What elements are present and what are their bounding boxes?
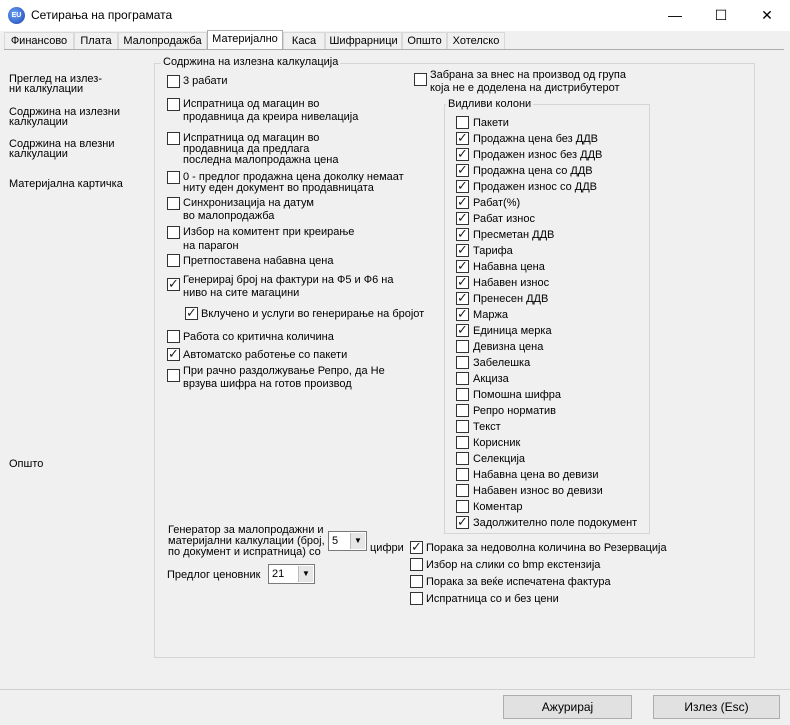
option-label: Испратница со и без цени — [426, 593, 559, 605]
tab-underline — [4, 49, 784, 50]
generator-label: по документ и испратница) со — [168, 546, 321, 558]
option-label: ниту еден документ во продавницата — [183, 182, 374, 194]
window-title: Сетирања на програмата — [31, 8, 173, 22]
checkbox-already-printed-invoice[interactable] — [410, 575, 423, 588]
checkbox-default-purchase-price[interactable] — [167, 254, 180, 267]
option-label: врзува шифра на готов производ — [183, 378, 352, 390]
tab-hotelsko[interactable]: Хотелско — [447, 32, 505, 50]
nav-label: калкулации — [9, 116, 68, 128]
option-label: продавница да креира нивелација — [183, 111, 359, 123]
exit-button[interactable]: Излез (Esc) — [653, 695, 780, 719]
checkbox-dispatch-with-without-prices[interactable] — [410, 592, 423, 605]
tab-sifrarnici[interactable]: Шифрарници — [325, 32, 402, 50]
tab-finansovo[interactable]: Финансово — [4, 32, 74, 50]
option-label: Работа со критична количина — [183, 331, 334, 343]
visible-column-checkbox[interactable] — [456, 388, 469, 401]
nav-label: калкулации — [9, 148, 68, 160]
digits-value: 5 — [332, 535, 339, 547]
checkbox-3-rabati[interactable] — [167, 75, 180, 88]
checkbox-bmp-images[interactable] — [410, 558, 423, 571]
visible-column-checkbox[interactable] — [456, 308, 469, 321]
visible-column-label: Пакети — [473, 117, 509, 129]
option-label: Избор на комитент при креирање — [183, 226, 355, 238]
app-icon: EU — [8, 7, 25, 24]
option-label: 0 - предлог продажна цена доколку немаат — [183, 171, 404, 183]
visible-column-checkbox[interactable] — [456, 228, 469, 241]
nav-label: Преглед на излез- — [9, 73, 102, 85]
visible-column-checkbox[interactable] — [456, 340, 469, 353]
nav-label: Содржина на влезни — [9, 138, 115, 150]
option-label: Испратница од магацин во — [183, 98, 320, 110]
visible-column-label: Задолжително поле подокумент — [473, 517, 638, 529]
visible-column-checkbox[interactable] — [456, 132, 469, 145]
nav-item-outgoing-content[interactable] — [9, 107, 120, 127]
checkbox-critical-quantity[interactable] — [167, 330, 180, 343]
visible-column-checkbox[interactable] — [456, 468, 469, 481]
checkbox-zero-price-suggestion[interactable] — [167, 171, 180, 184]
tab-kasa[interactable]: Каса — [283, 32, 325, 50]
nav-label: Содржина на излезни — [9, 106, 120, 118]
visible-column-checkbox[interactable] — [456, 436, 469, 449]
visible-column-checkbox[interactable] — [456, 196, 469, 209]
visible-column-checkbox[interactable] — [456, 276, 469, 289]
visible-column-checkbox[interactable] — [456, 420, 469, 433]
option-label: последна малопродажна цена — [183, 154, 339, 166]
visible-column-label: Продажен износ без ДДВ — [473, 149, 603, 161]
visible-column-label: Пренесен ДДВ — [473, 293, 549, 305]
option-label: на парагон — [183, 240, 239, 252]
visible-column-checkbox[interactable] — [456, 356, 469, 369]
visible-column-label: Селекција — [473, 453, 526, 465]
close-button[interactable]: ✕ — [761, 7, 773, 23]
visible-column-label: Рабат(%) — [473, 197, 521, 209]
visible-column-label: Единица мерка — [473, 325, 552, 337]
visible-column-label: Забелешка — [473, 357, 531, 369]
digits-dropdown[interactable] — [328, 531, 367, 551]
maximize-button[interactable]: ☐ — [714, 7, 728, 23]
visible-column-checkbox[interactable] — [456, 516, 469, 529]
option-label: При рачно раздолжување Репро, да Не — [183, 365, 385, 377]
checkbox-auto-packages[interactable] — [167, 348, 180, 361]
option-label: продавница да предлага — [183, 143, 310, 155]
option-label: во малопродажба — [183, 210, 275, 222]
option-label: Испратница од магацин во — [183, 132, 320, 144]
visible-column-label: Тарифа — [473, 245, 513, 257]
option-label: Порака за веќе испечатена фактура — [426, 576, 611, 588]
tab-materijalno[interactable]: Материјално — [207, 30, 283, 50]
visible-column-label: Пресметан ДДВ — [473, 229, 555, 241]
checkbox-include-services[interactable] — [185, 307, 198, 320]
nav-item-material-card[interactable]: Материјална картичка — [9, 178, 123, 190]
option-label: ниво на сите магацини — [183, 287, 300, 299]
option-label: Избор на слики со bmp екстензија — [426, 559, 601, 571]
visible-column-label: Продажна цена со ДДВ — [473, 165, 593, 177]
visible-column-checkbox[interactable] — [456, 164, 469, 177]
visible-column-label: Продажен износ со ДДВ — [473, 181, 598, 193]
visible-column-checkbox[interactable] — [456, 484, 469, 497]
checkbox-last-retail-price[interactable] — [167, 132, 180, 145]
generator-label: Генератор за малопродажни и — [168, 524, 324, 536]
checkbox-insufficient-quantity-message[interactable] — [410, 541, 423, 554]
tab-plata[interactable]: Плата — [74, 32, 118, 50]
nav-item-general[interactable]: Општо — [9, 458, 44, 470]
visible-column-label: Рабат износ — [473, 213, 535, 225]
tab-opsto[interactable]: Општо — [402, 32, 447, 50]
nav-item-incoming-content[interactable] — [9, 139, 115, 159]
option-label: Синхронизација на датум — [183, 197, 314, 209]
visible-column-label: Акциза — [473, 373, 509, 385]
price-list-value: 21 — [272, 568, 285, 580]
checkbox-nivelacija[interactable] — [167, 98, 180, 111]
chevron-down-icon: ▼ — [298, 566, 313, 582]
nav-label: ни калкулации — [9, 83, 84, 95]
checkbox-ban-product-group[interactable] — [414, 73, 427, 86]
option-label: Порака за недоволна количина во Резервација — [426, 542, 667, 554]
option-label: Автоматско работење со пакети — [183, 349, 348, 361]
nav-item-outgoing-review[interactable] — [9, 74, 102, 94]
visible-column-label: Маржа — [473, 309, 508, 321]
checkbox-customer-on-receipt[interactable] — [167, 226, 180, 239]
visible-column-checkbox[interactable] — [456, 452, 469, 465]
title-bar — [0, 0, 790, 31]
minimize-button[interactable]: — — [668, 7, 682, 23]
price-list-label: Предлог ценовник — [167, 569, 261, 581]
update-button[interactable]: Ажурирај — [503, 695, 632, 719]
visible-column-label: Девизна цена — [473, 341, 544, 353]
visible-column-label: Корисник — [473, 437, 521, 449]
option-label: Генерирај број на фактури на Ф5 и Ф6 на — [183, 274, 394, 286]
visible-column-checkbox[interactable] — [456, 244, 469, 257]
digits-unit-label: цифри — [370, 542, 404, 554]
generator-label: материјални калкулации (број, — [168, 535, 325, 547]
visible-column-checkbox[interactable] — [456, 260, 469, 273]
bottom-separator — [0, 689, 790, 690]
option-label: Забрана за внес на производ од група — [430, 69, 626, 81]
option-label: Вклучено и услуги во генерирање на бројот — [201, 308, 425, 320]
tab-maloprodazba[interactable]: Малопродажба — [118, 32, 207, 50]
visible-column-label: Помошна шифра — [473, 389, 562, 401]
checkbox-generate-invoice-number[interactable] — [167, 278, 180, 291]
visible-column-label: Набавен износ — [473, 277, 550, 289]
option-label: 3 рабати — [183, 75, 228, 87]
option-label: Претпоставена набавна цена — [183, 255, 334, 267]
visible-column-checkbox[interactable] — [456, 404, 469, 417]
visible-column-checkbox[interactable] — [456, 116, 469, 129]
chevron-down-icon: ▼ — [350, 533, 365, 549]
visible-column-checkbox[interactable] — [456, 148, 469, 161]
visible-column-label: Продажна цена без ДДВ — [473, 133, 598, 145]
visible-column-checkbox[interactable] — [456, 500, 469, 513]
visible-column-checkbox[interactable] — [456, 372, 469, 385]
checkbox-date-sync[interactable] — [167, 197, 180, 210]
visible-column-checkbox[interactable] — [456, 324, 469, 337]
visible-columns-legend: Видливи колони — [448, 98, 532, 110]
visible-column-checkbox[interactable] — [456, 212, 469, 225]
visible-column-label: Коментар — [473, 501, 523, 513]
group-legend: Содржина на излезна калкулација — [163, 56, 339, 68]
visible-column-label: Репро норматив — [473, 405, 556, 417]
visible-column-checkbox[interactable] — [456, 180, 469, 193]
checkbox-repro-discharge[interactable] — [167, 369, 180, 382]
price-list-dropdown[interactable] — [268, 564, 315, 584]
visible-column-label: Набавна цена во девизи — [473, 469, 599, 481]
visible-column-checkbox[interactable] — [456, 292, 469, 305]
visible-column-label: Набавен износ во девизи — [473, 485, 603, 497]
option-label: која не е доделена на дистрибутерот — [430, 82, 620, 94]
visible-column-label: Набавна цена — [473, 261, 545, 273]
visible-column-label: Текст — [473, 421, 501, 433]
